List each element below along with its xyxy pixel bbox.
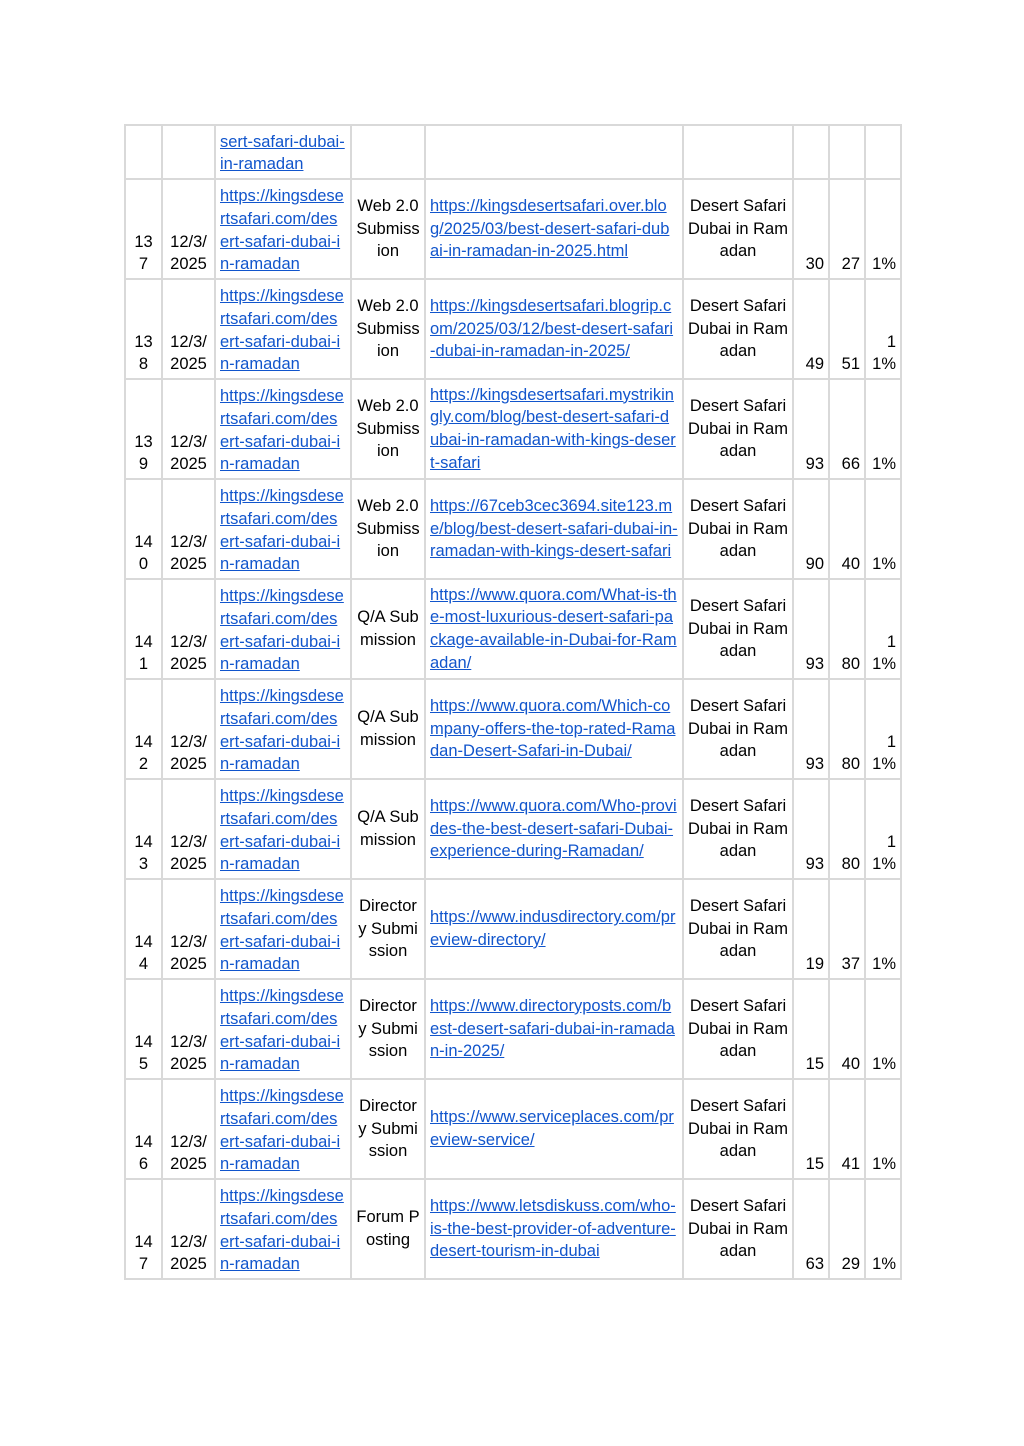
pa-cell — [829, 379, 865, 479]
submission-type: Directory Submission — [358, 996, 418, 1061]
spam-score-cell — [865, 125, 901, 179]
da-cell — [793, 579, 829, 679]
row-number: 145 — [134, 1032, 153, 1074]
row-number: 146 — [134, 1132, 153, 1174]
pa-cell — [829, 279, 865, 379]
table-row — [125, 1079, 901, 1179]
target-url-link[interactable]: https://kingsdesertsafari.com/desert-safari-dubai-in-ramadan — [220, 987, 344, 1074]
target-url-cell — [215, 479, 351, 579]
backlink-url-cell — [425, 979, 683, 1079]
target-url-cell — [215, 179, 351, 279]
da-cell — [793, 279, 829, 379]
pa-value: 37 — [841, 955, 860, 974]
target-url-cell — [215, 379, 351, 479]
spam-score-cell — [865, 379, 901, 479]
da-cell — [793, 1179, 829, 1279]
da-cell — [793, 779, 829, 879]
table-row — [125, 479, 901, 579]
row-number: 147 — [134, 1232, 153, 1274]
keyword-value: Desert Safari Dubai in Ramadan — [688, 696, 788, 761]
backlink-url-link[interactable]: https://kingsdesertsafari.over.blog/2025/03/best-desert-safari-dubai-in-ramadan-in-2025.html — [430, 196, 670, 261]
target-url-link[interactable]: https://kingsdesertsafari.com/desert-safari-dubai-in-ramadan — [220, 1187, 344, 1274]
keyword-value: Desert Safari Dubai in Ramadan — [688, 1196, 788, 1261]
spam-score-value: 1% — [872, 255, 896, 274]
date-cell — [162, 579, 215, 679]
spam-score-cell — [865, 579, 901, 679]
spam-score-cell — [865, 279, 901, 379]
date-value: 12/3/2025 — [170, 832, 207, 874]
date-value: 12/3/2025 — [170, 932, 207, 974]
spam-score-cell — [865, 1079, 901, 1179]
target-url-cell — [215, 979, 351, 1079]
pa-cell — [829, 179, 865, 279]
date-cell — [162, 1179, 215, 1279]
submission-type: Directory Submission — [358, 1096, 418, 1161]
backlink-url-link[interactable]: https://www.letsdiskuss.com/who-is-the-best-provider-of-adventure-desert-tourism-in-dubai — [430, 1196, 676, 1261]
keyword-cell — [683, 379, 793, 479]
backlink-url-link[interactable]: https://67ceb3cec3694.site123.me/blog/best-desert-safari-dubai-in-ramadan-with-kings-desert-safari — [430, 496, 678, 561]
submission-type: Web 2.0 Submission — [356, 496, 420, 561]
backlink-report-table — [124, 124, 902, 1280]
keyword-value: Desert Safari Dubai in Ramadan — [688, 196, 788, 261]
pa-value: 40 — [841, 1055, 860, 1074]
pa-cell — [829, 879, 865, 979]
keyword-cell — [683, 1079, 793, 1179]
pa-value: 80 — [841, 655, 860, 674]
pa-cell — [829, 125, 865, 179]
keyword-cell — [683, 579, 793, 679]
date-cell — [162, 279, 215, 379]
table-body — [125, 125, 901, 1279]
table-row — [125, 1179, 901, 1279]
keyword-value: Desert Safari Dubai in Ramadan — [688, 1096, 788, 1161]
target-url-cell — [215, 879, 351, 979]
spam-score-cell — [865, 679, 901, 779]
target-url-cell — [215, 779, 351, 879]
target-url-cell — [215, 679, 351, 779]
da-value: 15 — [805, 1055, 824, 1074]
target-url-cell — [215, 279, 351, 379]
submission-type: Q/A Submission — [357, 608, 419, 649]
submission-type-cell — [351, 125, 425, 179]
date-value: 12/3/2025 — [170, 1032, 207, 1074]
da-value: 93 — [805, 755, 824, 774]
backlink-url-cell — [425, 125, 683, 179]
da-value: 93 — [805, 455, 824, 474]
pa-cell — [829, 679, 865, 779]
table-row — [125, 579, 901, 679]
spam-score-value: 11% — [872, 832, 896, 874]
backlink-url-cell — [425, 579, 683, 679]
da-cell — [793, 479, 829, 579]
keyword-cell — [683, 179, 793, 279]
date-value: 12/3/2025 — [170, 1132, 207, 1174]
target-url-link[interactable]: https://kingsdesertsafari.com/desert-safari-dubai-in-ramadan — [220, 587, 344, 674]
backlink-url-link[interactable]: https://kingsdesertsafari.mystrikingly.com/blog/best-desert-safari-dubai-in-ramadan-with-kings-desert-safari — [430, 385, 676, 472]
backlink-url-cell — [425, 779, 683, 879]
pa-value: 41 — [841, 1155, 860, 1174]
submission-type: Q/A Submission — [357, 808, 419, 849]
submission-type: Web 2.0 Submission — [356, 196, 420, 261]
pa-value: 66 — [841, 455, 860, 474]
keyword-cell — [683, 979, 793, 1079]
target-url-link[interactable]: sert-safari-dubai-in-ramadan — [220, 132, 345, 174]
date-cell — [162, 979, 215, 1079]
backlink-url-cell — [425, 379, 683, 479]
spam-score-value: 1% — [872, 455, 896, 474]
backlink-url-cell — [425, 1079, 683, 1179]
backlink-url-link[interactable]: https://kingsdesertsafari.blogrip.com/2025/03/12/best-desert-safari-dubai-in-ramadan-in-2025/ — [430, 296, 674, 361]
table-row — [125, 179, 901, 279]
date-cell — [162, 179, 215, 279]
backlink-url-link[interactable]: https://www.quora.com/Which-company-offers-the-top-rated-Ramadan-Desert-Safari-in-Dubai/ — [430, 696, 676, 761]
pa-cell — [829, 779, 865, 879]
target-url-link[interactable]: https://kingsdesertsafari.com/desert-safari-dubai-in-ramadan — [220, 1087, 344, 1174]
pa-cell — [829, 1179, 865, 1279]
submission-type: Q/A Submission — [357, 708, 419, 749]
table-row — [125, 679, 901, 779]
row-number-cell — [125, 679, 162, 779]
date-cell — [162, 679, 215, 779]
target-url-cell — [215, 1179, 351, 1279]
da-value: 15 — [805, 1155, 824, 1174]
spam-score-value: 1% — [872, 1155, 896, 1174]
keyword-value: Desert Safari Dubai in Ramadan — [688, 596, 788, 661]
keyword-value: Desert Safari Dubai in Ramadan — [688, 296, 788, 361]
target-url-link[interactable]: https://kingsdesertsafari.com/desert-safari-dubai-in-ramadan — [220, 387, 344, 474]
row-number-cell — [125, 279, 162, 379]
spam-score-cell — [865, 979, 901, 1079]
row-number-cell — [125, 1079, 162, 1179]
submission-type-cell — [351, 279, 425, 379]
date-value: 12/3/2025 — [170, 532, 207, 574]
spam-score-value: 1% — [872, 1255, 896, 1274]
backlink-url-link[interactable]: https://www.quora.com/What-is-the-most-luxurious-desert-safari-package-available-in-Dubai-for-Ramadan/ — [430, 585, 677, 672]
spam-score-cell — [865, 779, 901, 879]
spam-score-value: 11% — [872, 332, 896, 374]
continuation-row — [125, 125, 901, 179]
spam-score-cell — [865, 179, 901, 279]
row-number-cell — [125, 179, 162, 279]
target-url-cell — [215, 1079, 351, 1179]
date-value: 12/3/2025 — [170, 332, 207, 374]
date-value: 12/3/2025 — [170, 732, 207, 774]
spam-score-cell — [865, 1179, 901, 1279]
row-number: 143 — [134, 832, 153, 874]
row-number-cell — [125, 779, 162, 879]
table-row — [125, 879, 901, 979]
backlink-url-link[interactable]: https://www.serviceplaces.com/preview-service/ — [430, 1108, 674, 1149]
table-row — [125, 379, 901, 479]
row-number: 139 — [134, 432, 153, 474]
date-cell — [162, 879, 215, 979]
pa-cell — [829, 1079, 865, 1179]
row-number: 137 — [134, 232, 153, 274]
submission-type: Web 2.0 Submission — [356, 396, 420, 461]
date-value: 12/3/2025 — [170, 1232, 207, 1274]
da-value: 93 — [805, 855, 824, 874]
table-row — [125, 779, 901, 879]
pa-value: 80 — [841, 855, 860, 874]
pa-value: 40 — [841, 555, 860, 574]
submission-type-cell — [351, 979, 425, 1079]
pa-value: 27 — [841, 255, 860, 274]
backlink-url-cell — [425, 679, 683, 779]
row-number: 141 — [134, 632, 153, 674]
da-cell — [793, 979, 829, 1079]
submission-type-cell — [351, 579, 425, 679]
row-number: 138 — [134, 332, 153, 374]
pa-value: 29 — [841, 1255, 860, 1274]
submission-type: Forum Posting — [356, 1208, 420, 1249]
da-cell — [793, 125, 829, 179]
keyword-value: Desert Safari Dubai in Ramadan — [688, 996, 788, 1061]
row-number-cell — [125, 125, 162, 179]
keyword-cell — [683, 879, 793, 979]
keyword-cell — [683, 479, 793, 579]
row-number-cell — [125, 1179, 162, 1279]
backlink-url-cell — [425, 179, 683, 279]
da-value: 30 — [805, 255, 824, 274]
spam-score-value: 1% — [872, 955, 896, 974]
submission-type-cell — [351, 1179, 425, 1279]
da-cell — [793, 879, 829, 979]
spam-score-cell — [865, 479, 901, 579]
row-number-cell — [125, 579, 162, 679]
spam-score-value: 1% — [872, 1055, 896, 1074]
da-cell — [793, 179, 829, 279]
submission-type-cell — [351, 379, 425, 479]
pa-cell — [829, 979, 865, 1079]
date-cell — [162, 125, 215, 179]
keyword-cell — [683, 279, 793, 379]
pa-cell — [829, 479, 865, 579]
da-cell — [793, 679, 829, 779]
submission-type-cell — [351, 879, 425, 979]
backlink-url-cell — [425, 279, 683, 379]
date-value: 12/3/2025 — [170, 632, 207, 674]
row-number: 144 — [134, 932, 153, 974]
backlink-url-cell — [425, 1179, 683, 1279]
target-url-cell — [215, 579, 351, 679]
row-number-cell — [125, 379, 162, 479]
keyword-cell — [683, 125, 793, 179]
table-row — [125, 279, 901, 379]
submission-type-cell — [351, 479, 425, 579]
submission-type: Directory Submission — [358, 896, 418, 961]
submission-type-cell — [351, 1079, 425, 1179]
backlink-url-cell — [425, 879, 683, 979]
pa-cell — [829, 579, 865, 679]
target-url-link[interactable]: https://kingsdesertsafari.com/desert-safari-dubai-in-ramadan — [220, 187, 344, 274]
da-value: 49 — [805, 355, 824, 374]
backlink-url-link[interactable]: https://www.directoryposts.com/best-desert-safari-dubai-in-ramadan-in-2025/ — [430, 996, 675, 1061]
keyword-cell — [683, 1179, 793, 1279]
pa-value: 80 — [841, 755, 860, 774]
row-number-cell — [125, 479, 162, 579]
keyword-value: Desert Safari Dubai in Ramadan — [688, 496, 788, 561]
row-number-cell — [125, 979, 162, 1079]
target-url-cell — [215, 125, 351, 179]
keyword-cell — [683, 779, 793, 879]
submission-type-cell — [351, 679, 425, 779]
target-url-link[interactable]: https://kingsdesertsafari.com/desert-safari-dubai-in-ramadan — [220, 787, 344, 874]
submission-type-cell — [351, 179, 425, 279]
da-value: 93 — [805, 655, 824, 674]
date-cell — [162, 379, 215, 479]
keyword-cell — [683, 679, 793, 779]
pa-value: 51 — [841, 355, 860, 374]
date-value: 12/3/2025 — [170, 232, 207, 274]
submission-type-cell — [351, 779, 425, 879]
spam-score-value: 1% — [872, 555, 896, 574]
row-number: 140 — [134, 532, 153, 574]
spam-score-value: 11% — [872, 632, 896, 674]
backlink-url-link[interactable]: https://www.indusdirectory.com/preview-directory/ — [430, 908, 676, 949]
row-number: 142 — [134, 732, 153, 774]
backlink-url-cell — [425, 479, 683, 579]
keyword-value: Desert Safari Dubai in Ramadan — [688, 396, 788, 461]
submission-type: Web 2.0 Submission — [356, 296, 420, 361]
date-value: 12/3/2025 — [170, 432, 207, 474]
date-cell — [162, 1079, 215, 1179]
backlink-url-link[interactable]: https://www.quora.com/Who-provides-the-best-desert-safari-Dubai-experience-during-Ramadan/ — [430, 796, 677, 861]
spam-score-cell — [865, 879, 901, 979]
table-row — [125, 979, 901, 1079]
date-cell — [162, 779, 215, 879]
da-value: 63 — [805, 1255, 824, 1274]
keyword-value: Desert Safari Dubai in Ramadan — [688, 896, 788, 961]
da-cell — [793, 1079, 829, 1179]
target-url-link[interactable]: https://kingsdesertsafari.com/desert-safari-dubai-in-ramadan — [220, 487, 344, 574]
da-value: 90 — [805, 555, 824, 574]
target-url-link[interactable]: https://kingsdesertsafari.com/desert-safari-dubai-in-ramadan — [220, 287, 344, 374]
target-url-link[interactable]: https://kingsdesertsafari.com/desert-safari-dubai-in-ramadan — [220, 887, 344, 974]
target-url-link[interactable]: https://kingsdesertsafari.com/desert-safari-dubai-in-ramadan — [220, 687, 344, 774]
keyword-value: Desert Safari Dubai in Ramadan — [688, 796, 788, 861]
date-cell — [162, 479, 215, 579]
spam-score-value: 11% — [872, 732, 896, 774]
da-cell — [793, 379, 829, 479]
da-value: 19 — [805, 955, 824, 974]
row-number-cell — [125, 879, 162, 979]
